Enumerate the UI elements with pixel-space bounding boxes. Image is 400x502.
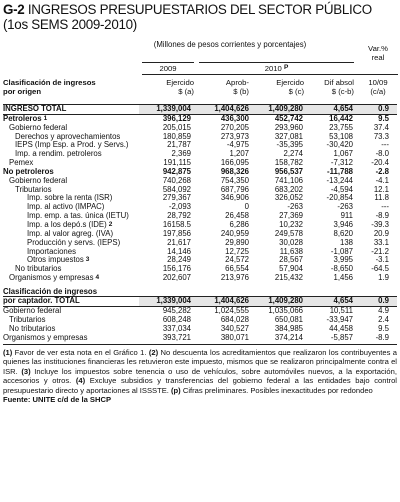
origin-cell-d: 138: [339, 238, 353, 247]
origin-cell-e: ---: [381, 141, 389, 150]
origin-cell-a: 156,176: [162, 265, 191, 274]
captador-header-row: [3, 287, 397, 297]
origin-cell-label: Gobierno federal: [9, 123, 68, 132]
origin-cell-a: 279,367: [162, 194, 191, 203]
footnote-marker: 1: [43, 114, 48, 122]
footnote-marker: 3: [85, 256, 90, 264]
year-2010-rule: [199, 62, 354, 63]
origin-cell-b: 754,350: [220, 176, 249, 185]
origin-cell-d: -20,854: [326, 194, 353, 203]
origin-cell-label: Petroleros $^1$: [3, 114, 48, 123]
origin-cell-e: -39.3: [371, 220, 389, 229]
captador-cell-a: 393,721: [162, 333, 191, 342]
captador-cell-label: No tributarios: [9, 324, 56, 333]
origin-row: [3, 239, 397, 248]
origin-cell-a: 396,129: [162, 114, 191, 123]
origin-cell-label: Imp. al activo (IMPAC): [27, 203, 105, 212]
origin-cell-c: 249,578: [274, 229, 303, 238]
col-a-sub: $ (a): [178, 87, 194, 96]
captador-label-1: Clasificación de ingresos: [3, 286, 98, 296]
origin-row: [3, 159, 397, 168]
captador-total-row: [3, 297, 397, 307]
origin-cell-c: 215,432: [274, 274, 303, 283]
origin-cell-d: -263: [337, 203, 353, 212]
origin-cell-a: 2,369: [171, 150, 191, 159]
origin-cell-label: No tributarios: [15, 265, 62, 274]
year-2010: 2010 $^P$: [264, 64, 289, 73]
origin-cell-b: 26,458: [225, 212, 249, 221]
origin-cell-e: 0.9: [353, 105, 397, 115]
origin-cell-b: 66,554: [225, 265, 249, 274]
footnotes: (1) Favor de ver esta nota en el Gráfico 1. (2) No descuenta los acreditamientos que realizaron los contribuyentes a quienes las instituciones financieras les retuvieron este impuesto, mismos que se realizaron principalmente contra el ISR. (3) Incluye los impuestos sobre tenencia o uso de vehículos, sobre automóviles nuevos, a la exportación, accesorios y otros. (4) Excluye subsidios y transferencias del gobierno federal a las entidades bajo control presupuestario directo y aportaciones al ISSSTE. (p) Cifras preliminares. Posibles inexactitudes por redondeo: [3, 347, 397, 395]
origin-cell-c: 11,638: [279, 247, 303, 256]
origin-cell-e: -20.4: [371, 159, 389, 168]
origin-cell-c: -263: [287, 203, 303, 212]
captador-cell-b: 1,024,555: [214, 306, 249, 316]
origin-cell-b: 436,300: [220, 114, 249, 123]
origin-row: [3, 212, 397, 221]
origin-cell-label: Imp. a rendim. petroleros: [15, 150, 102, 159]
origin-cell-b: 29,890: [225, 238, 249, 247]
origin-row: [3, 248, 397, 257]
captador-cell-e: 2.4: [378, 316, 389, 325]
origin-cell-c: 2,274: [283, 150, 303, 159]
origin-cell-label: Tributarios: [15, 185, 52, 194]
origin-cell-e: 9.5: [378, 114, 389, 123]
origin-cell-c: 956,537: [274, 167, 303, 176]
origin-cell-a: 740,268: [162, 176, 191, 185]
origin-cell-d: -8,650: [330, 265, 353, 274]
col-e-sub: (c/a): [370, 87, 386, 96]
origin-cell-label: IEPS (Imp Esp. a Prod. y Servs.): [15, 141, 129, 150]
origin-cell-c: 10,232: [279, 220, 303, 229]
origin-cell-b: 1,207: [229, 150, 249, 159]
origin-cell-a: 21,617: [167, 238, 191, 247]
origin-cell-d: -4,594: [330, 185, 353, 194]
captador-cell-label: Organismos y empresas: [3, 333, 88, 342]
origin-cell-e: -4.1: [375, 176, 389, 185]
origin-cell-c: 57,904: [279, 265, 303, 274]
origin-cell-b: 270,205: [220, 123, 249, 132]
real-label: real: [371, 53, 385, 62]
captador-cell-label: Gobierno federal: [3, 306, 62, 316]
footnote-marker: 2: [108, 220, 113, 228]
origin-cell-b: 687,796: [220, 185, 249, 194]
var-label: Var.%: [368, 44, 388, 53]
year-2009: 2009: [159, 64, 177, 73]
origin-cell-a: 28,792: [167, 212, 191, 221]
origin-cell-d: -30,420: [326, 141, 353, 150]
captador-cell-e: 9.5: [378, 324, 389, 333]
footnote-marker: 4: [95, 274, 100, 282]
origin-cell-b: 24,572: [225, 256, 249, 265]
origin-cell-label: Derechos y aprovechamientos: [15, 132, 121, 141]
origin-cell-label: INGRESO TOTAL: [3, 105, 139, 115]
origin-cell-c: 293,960: [274, 123, 303, 132]
origin-row: [3, 114, 397, 123]
captador-cell-c: 384,985: [274, 324, 303, 333]
col-c-header: Ejercido: [276, 78, 304, 87]
captador-cell-a: 337,034: [162, 324, 191, 333]
origin-cell-e: 33.1: [373, 238, 389, 247]
origin-table: [3, 104, 397, 283]
captador-total-e: 0.9: [353, 297, 397, 307]
origin-cell-b: 1,404,626: [191, 105, 249, 115]
origin-cell-label: Imp. sobre la renta (ISR): [27, 194, 113, 203]
captador-cell-d: 44,458: [329, 324, 353, 333]
origin-cell-c: -35,395: [276, 141, 303, 150]
origin-cell-a: 1,339,004: [139, 105, 191, 115]
captador-row: [3, 334, 397, 343]
origin-cell-a: 205,015: [162, 123, 191, 132]
origin-cell-b: 346,906: [220, 194, 249, 203]
origin-cell-d: -1,087: [330, 247, 353, 256]
origin-cell-e: 12.1: [373, 185, 389, 194]
title-code: G-2: [3, 2, 25, 17]
origin-row: [3, 221, 397, 230]
origin-row: [3, 194, 397, 203]
origin-cell-d: 4,654: [303, 105, 353, 115]
source-line: Fuente: UNITE c/d de la SHCP: [3, 395, 112, 405]
origin-cell-b: 968,326: [220, 167, 249, 176]
origin-cell-a: 180,859: [162, 132, 191, 141]
col-c-sub: $ (c): [288, 87, 304, 96]
origin-cell-d: -11,788: [326, 167, 353, 176]
origin-cell-label: Imp. al valor agreg. (IVA): [27, 229, 114, 238]
origin-cell-d: 1,067: [333, 150, 353, 159]
origin-cell-d: 8,620: [333, 229, 353, 238]
origin-cell-a: 197,856: [162, 229, 191, 238]
units-caption: (Millones de pesos corrientes y porcentajes): [153, 40, 307, 49]
origin-cell-b: 213,976: [220, 274, 249, 283]
year-2009-rule: [142, 62, 194, 63]
origin-cell-b: 166,095: [220, 159, 249, 168]
origin-cell-d: -7,312: [330, 159, 353, 168]
captador-cell-e: 4.9: [378, 306, 389, 316]
captador-total-b: 1,404,626: [191, 297, 249, 307]
origin-cell-label: No petroleros: [3, 167, 54, 176]
origin-cell-a: -2,093: [168, 203, 191, 212]
header-rule: [142, 74, 398, 75]
origin-cell-b: 273,973: [220, 132, 249, 141]
origin-cell-b: -4,975: [226, 141, 249, 150]
origin-row: [3, 105, 397, 115]
col-d-header: Dif absol: [324, 78, 354, 87]
origin-cell-b: 12,725: [225, 247, 249, 256]
origin-cell-label: Gobierno federal: [9, 176, 68, 185]
origin-row: [3, 274, 397, 283]
captador-cell-e: -8.9: [375, 333, 389, 342]
origin-cell-label: Organismos y empresas $^4$: [9, 274, 100, 283]
origin-cell-e: 11.8: [374, 194, 389, 203]
captador-cell-b: 380,071: [220, 333, 249, 342]
origin-cell-a: 942,875: [162, 167, 191, 176]
origin-cell-d: 53,108: [329, 132, 353, 141]
origin-row: [3, 150, 397, 159]
origin-cell-c: 452,742: [274, 114, 303, 123]
col-b-sub: $ (b): [233, 87, 249, 96]
captador-row: [3, 325, 397, 334]
origin-cell-a: 202,607: [162, 274, 191, 283]
origin-cell-label: Otros impuestos $^3$: [27, 256, 90, 265]
captador-cell-c: 650,081: [274, 316, 303, 325]
captador-cell-b: 684,028: [220, 316, 249, 325]
origin-row: [3, 265, 397, 274]
origin-row: [3, 133, 397, 142]
origin-cell-c: 30,028: [279, 238, 303, 247]
origin-cell-label: Imp. emp. a tas. única (IETU): [27, 212, 129, 221]
origin-cell-a: 14,146: [167, 247, 191, 256]
origin-cell-a: 191,115: [163, 159, 191, 168]
captador-cell-a: 945,282: [162, 306, 191, 316]
origin-cell-b: 6,286: [229, 220, 249, 229]
origin-cell-c: 683,202: [274, 185, 303, 194]
origin-row: [3, 203, 397, 212]
report-page: [0, 2, 400, 502]
class-label-1: Clasificación de ingresos: [3, 78, 96, 87]
origin-cell-e: 37.4: [373, 123, 389, 132]
origin-row: [3, 124, 397, 133]
origin-row: [3, 141, 397, 150]
captador-cell-c: 374,214: [274, 333, 303, 342]
origin-row: [3, 186, 397, 195]
captador-cell-c: 1,035,066: [268, 306, 303, 316]
title-subtitle: (1os SEMS 2009-2010): [3, 17, 137, 32]
col-d-sub: $ (c-b): [331, 87, 354, 96]
origin-cell-c: 27,369: [279, 212, 303, 221]
origin-cell-e: ---: [381, 203, 389, 212]
captador-table: [3, 287, 397, 343]
captador-row: [3, 316, 397, 325]
captador-cell-d: 10,511: [329, 306, 353, 316]
captador-cell-label: Tributarios: [9, 316, 46, 325]
origin-cell-e: -64.5: [371, 265, 389, 274]
origin-row: [3, 177, 397, 186]
origin-cell-e: -8.9: [375, 212, 389, 221]
origin-row: [3, 168, 397, 177]
origin-cell-label: Importaciones: [27, 247, 76, 256]
origin-cell-a: 584,092: [162, 185, 191, 194]
origin-cell-e: -21.2: [371, 247, 389, 256]
origin-cell-a: 28,249: [167, 256, 191, 265]
origin-cell-e: 1.9: [378, 274, 389, 283]
origin-cell-d: 3,946: [333, 220, 353, 229]
origin-cell-d: 911: [340, 212, 353, 221]
captador-cell-d: -5,857: [330, 333, 353, 342]
origin-cell-d: -13,244: [326, 176, 353, 185]
origin-cell-label: Imp. a los depó.s (IDE) $^2$: [27, 220, 113, 229]
origin-cell-e: 20.9: [373, 229, 389, 238]
col-e-header: 10/09: [368, 78, 388, 87]
origin-row: [3, 230, 397, 239]
origin-cell-d: 1,456: [333, 274, 353, 283]
origin-cell-b: 0: [244, 203, 249, 212]
origin-cell-e: -2.8: [375, 167, 389, 176]
captador-cell-b: 340,527: [220, 324, 249, 333]
captador-cell-a: 608,248: [162, 316, 191, 325]
origin-cell-label: Pemex: [9, 159, 34, 168]
origin-cell-a: 16158.5: [162, 220, 191, 229]
origin-cell-d: 16,442: [329, 114, 353, 123]
origin-cell-label: Producción y servs. (IEPS): [27, 238, 121, 247]
origin-row: [3, 256, 397, 265]
origin-cell-c: 326,052: [274, 194, 303, 203]
origin-cell-d: 3,995: [333, 256, 353, 265]
origin-cell-b: 240,959: [220, 229, 249, 238]
origin-cell-c: 741,106: [274, 176, 303, 185]
captador-total-c: 1,409,280: [249, 297, 303, 307]
title-text: INGRESOS PRESUPUESTARIOS DEL SECTOR PÚBLICO: [27, 2, 372, 17]
captador-total-a: 1,339,004: [139, 297, 191, 307]
origin-cell-c: 327,081: [274, 132, 303, 141]
origin-cell-c: 28,567: [279, 256, 303, 265]
origin-cell-e: -8.0: [375, 150, 389, 159]
origin-cell-d: 23,755: [329, 123, 353, 132]
captador-cell-d: -33,947: [326, 316, 353, 325]
origin-cell-a: 21,787: [167, 141, 191, 150]
captador-total-d: 4,654: [303, 297, 353, 307]
col-a-header: Ejercido: [166, 78, 194, 87]
origin-cell-c: 158,782: [274, 159, 303, 168]
notes-rule: [3, 344, 397, 345]
origin-cell-e: -3.1: [375, 256, 389, 265]
origin-cell-e: 73.3: [373, 132, 389, 141]
captador-row: [3, 307, 397, 316]
report-title: [3, 2, 397, 32]
class-label-2: por origen: [3, 87, 42, 96]
col-b-header: Aprob-: [225, 78, 249, 87]
captador-total-label: por captador. TOTAL: [3, 297, 139, 307]
origin-cell-c: 1,409,280: [249, 105, 303, 115]
